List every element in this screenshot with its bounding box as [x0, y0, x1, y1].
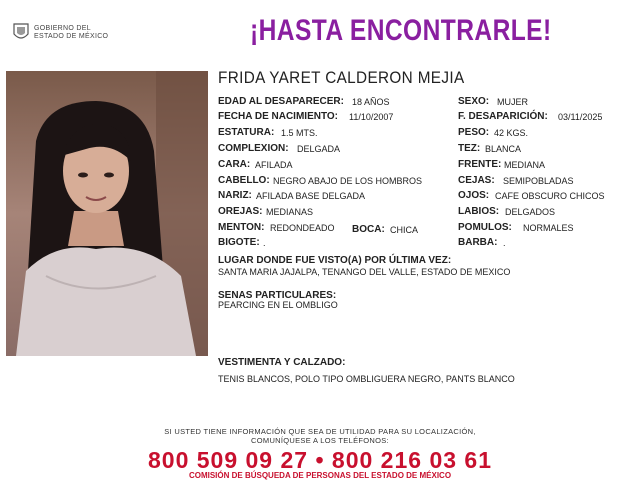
edad-label: EDAD AL DESAPARECER:: [218, 96, 344, 107]
nariz-value: AFILADA BASE DELGADA: [256, 191, 366, 201]
pomulos-label: POMULOS:: [458, 222, 512, 233]
phone-separator: •: [315, 447, 325, 473]
labios-label: LABIOS:: [458, 206, 500, 217]
coat-of-arms-icon: [12, 22, 30, 42]
edad-value: 18 AÑOS: [352, 97, 390, 107]
government-logo: [12, 22, 122, 46]
cejas-label: CEJAS:: [458, 175, 495, 186]
cabello-value: NEGRO ABAJO DE LOS HOMBROS: [273, 176, 423, 186]
complexion-value: DELGADA: [297, 144, 341, 154]
menton-label: MENTON:: [218, 222, 265, 233]
f-desaparicion-value: 03/11/2025: [558, 112, 603, 122]
lugar-value: SANTA MARIA JAJALPA, TENANGO DEL VALLE, ESTADO DE MEXICO: [218, 267, 511, 277]
peso-value: 42 KGS.: [494, 128, 529, 138]
pomulos-value: NORMALES: [523, 223, 574, 233]
info-line-1: SI USTED TIENE INFORMACIÓN QUE SEA DE UTILIDAD PARA SU LOCALIZACIÓN,: [164, 427, 476, 436]
nariz-label: NARIZ:: [218, 190, 252, 201]
portrait-image: [6, 71, 208, 356]
barba-label: BARBA:: [458, 237, 498, 248]
labios-value: DELGADOS: [505, 207, 556, 217]
sexo-value: MUJER: [497, 97, 528, 107]
menton-value: REDONDEADO: [270, 223, 335, 233]
senas-label: SENAS PARTICULARES:: [218, 290, 337, 301]
cabello-label: CABELLO:: [218, 175, 270, 186]
phone-1: 800 509 09 27: [147, 447, 309, 473]
phone-2: 800 216 03 61: [331, 447, 493, 473]
tez-value: BLANCA: [485, 144, 522, 154]
senas-value: PEARCING EN EL OMBLIGO: [218, 300, 338, 310]
info-line-2: COMUNÍQUESE A LOS TELÉFONOS:: [251, 436, 389, 445]
frente-value: MEDIANA: [504, 160, 546, 170]
f-desaparicion-label: F. DESAPARICIÓN:: [458, 111, 548, 122]
boca-label: BOCA:: [352, 224, 385, 235]
peso-label: PESO:: [458, 127, 490, 138]
cara-value: AFILADA: [255, 160, 293, 170]
cara-label: CARA:: [218, 159, 251, 170]
sexo-label: SEXO:: [458, 96, 490, 107]
barba-value: .: [503, 238, 506, 248]
vestimenta-value: TENIS BLANCOS, POLO TIPO OMBLIGUERA NEGRO, PANTS BLANCO: [218, 374, 515, 384]
phone-numbers: [0, 447, 640, 474]
lugar-label: LUGAR DONDE FUE VISTO(A) POR ÚLTIMA VEZ:: [218, 255, 452, 266]
bigote-value: .: [263, 238, 266, 248]
ojos-label: OJOS:: [458, 190, 490, 201]
fecha-nacimiento-value: 11/10/2007: [349, 112, 394, 122]
ojos-value: CAFE OBSCURO CHICOS: [495, 191, 605, 201]
vestimenta-label: VESTIMENTA Y CALZADO:: [218, 357, 346, 368]
cejas-value: SEMIPOBLADAS: [503, 176, 574, 186]
complexion-label: COMPLEXION:: [218, 143, 289, 154]
orejas-label: OREJAS:: [218, 206, 263, 217]
frente-label: FRENTE:: [458, 159, 502, 170]
boca-value: CHICA: [390, 225, 419, 235]
missing-person-photo: [6, 71, 208, 356]
headline: ¡HASTA ENCONTRARLE!: [250, 14, 552, 47]
estatura-label: ESTATURA:: [218, 127, 275, 138]
person-name: FRIDA YARET CALDERON MEJIA: [218, 68, 465, 87]
bigote-label: BIGOTE:: [218, 237, 260, 248]
estatura-value: 1.5 MTS.: [281, 128, 318, 138]
comision-text: COMISIÓN DE BÚSQUEDA DE PERSONAS DEL ESTADO DE MÉXICO: [188, 471, 452, 480]
orejas-value: MEDIANAS: [266, 207, 314, 217]
logo-line-2: ESTADO DE MÉXICO: [34, 33, 109, 40]
fecha-nacimiento-label: FECHA DE NACIMIENTO:: [218, 111, 338, 122]
logo-line-1: GOBIERNO DEL: [34, 25, 91, 32]
tez-label: TEZ:: [458, 143, 481, 154]
